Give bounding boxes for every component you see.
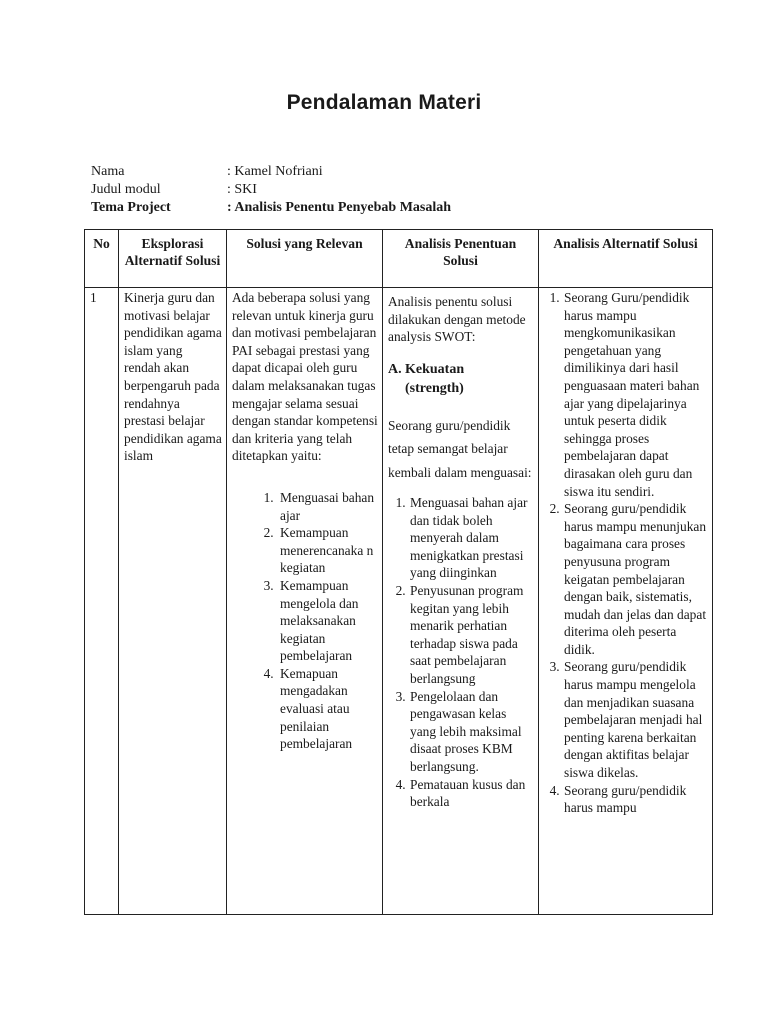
- table-row: [85, 288, 713, 915]
- list-item: 2. Kemampuan menerencanaka n kegiatan: [277, 524, 378, 577]
- analisis-heading: [388, 360, 534, 398]
- meta-tema-value: : Analisis Penentu Penyebab Masalah: [227, 200, 452, 215]
- list-item: 4. Pematauan kusus dan berkala: [409, 776, 534, 811]
- meta-tema-row: [91, 199, 451, 217]
- analysis-table: [84, 229, 713, 915]
- meta-judul-label: Judul modul: [91, 182, 161, 197]
- solusi-intro: Ada beberapa solusi yang relevan untuk kinerja guru dan motivasi pembelajaran PAI sebagai prestasi yang dapat dicapai oleh guru dalam melaksanakan tugas mengajar selama sesuai dengan standar kompetensi dan kriteria yang telah ditetapkan yaitu:: [232, 290, 378, 464]
- meta-nama-value: : Kamel Nofriani: [227, 164, 323, 179]
- meta-judul-row: [91, 181, 451, 199]
- document-meta: [91, 163, 451, 217]
- table-header-row: [85, 230, 713, 288]
- list-item: 2. Penyusunan program kegitan yang lebih menarik perhatian terhadap siswa pada saat pembelajaran berlangsung: [409, 582, 534, 688]
- header-no: No: [85, 230, 119, 288]
- alternatif-list: [544, 289, 708, 817]
- analisis-intro: Analisis penentu solusi dilakukan dengan metode analysis SWOT:: [388, 294, 526, 344]
- list-item: 4. Seorang guru/pendidik harus mampu: [563, 782, 708, 817]
- list-item: 2. Seorang guru/pendidik harus mampu menunjukan bagaimana cara proses penyusuna program keigatan pembelajaran dengan baik, sistematis, mudah dan jelas dan dapat diterima oleh peserta didik.: [563, 500, 708, 658]
- header-analisis-alternatif: Analisis Alternatif Solusi: [539, 230, 713, 288]
- page-title: Pendalaman Materi: [286, 91, 482, 114]
- list-item: 4. Kemapuan mengadakan evaluasi atau penilaian pembelajaran: [277, 665, 378, 753]
- list-item: 1. Seorang Guru/pendidik harus mampu mengkomunikasikan pengetahuan yang dimilikinya dari hasil penguasaan materi bahan ajar yang dipelajarinya untuk peserta didik sehingga proses pembelajaran dapat dirasakan oleh guru dan siswa itu sendiri.: [563, 289, 708, 500]
- cell-analisis-penentuan: [383, 288, 539, 915]
- header-solusi: Solusi yang Relevan: [227, 230, 383, 288]
- meta-judul-value: : SKI: [227, 182, 257, 197]
- analisis-heading-line1: Kekuatan: [405, 361, 465, 377]
- cell-analisis-alternatif: [539, 288, 713, 915]
- list-item: 3. Pengelolaan dan pengawasan kelas yang lebih maksimal disaat proses KBM berlangsung.: [409, 688, 534, 776]
- header-analisis-penentuan: Analisis Penentuan Solusi: [383, 230, 539, 288]
- meta-tema-label: Tema Project: [91, 200, 171, 215]
- header-eksplorasi: Eksplorasi Alternatif Solusi: [119, 230, 227, 288]
- list-item: 3. Seorang guru/pendidik harus mampu mengelola dan menjadikan suasana pembelajaran menjadi hal penting karena berkaitan dengan aktifitas belajar siswa dikelas.: [563, 658, 708, 781]
- analisis-heading-line2: (strength): [405, 380, 464, 396]
- meta-nama-label: Nama: [91, 164, 125, 179]
- solusi-list: [232, 489, 378, 753]
- analisis-paragraph: Seorang guru/pendidik tetap semangat belajar kembali dalam menguasai:: [388, 417, 532, 480]
- list-item: 3. Kemampuan mengelola dan melaksanakan kegiatan pembelajaran: [277, 577, 378, 665]
- meta-nama-row: [91, 163, 451, 181]
- list-item: 1. Menguasai bahan ajar dan tidak boleh menyerah dalam menigkatkan prestasi yang diinginkan: [409, 494, 534, 582]
- cell-no: 1: [85, 288, 119, 915]
- analisis-list: [388, 494, 534, 811]
- cell-eksplorasi: Kinerja guru dan motivasi belajar pendidikan agama islam yang rendah akan berpengaruh pada rendahnya prestasi belajar pendidikan agama islam: [119, 288, 227, 915]
- list-item: 1. Menguasai bahan ajar: [277, 489, 378, 524]
- analisis-heading-num: A.: [388, 361, 402, 377]
- cell-solusi: [227, 288, 383, 915]
